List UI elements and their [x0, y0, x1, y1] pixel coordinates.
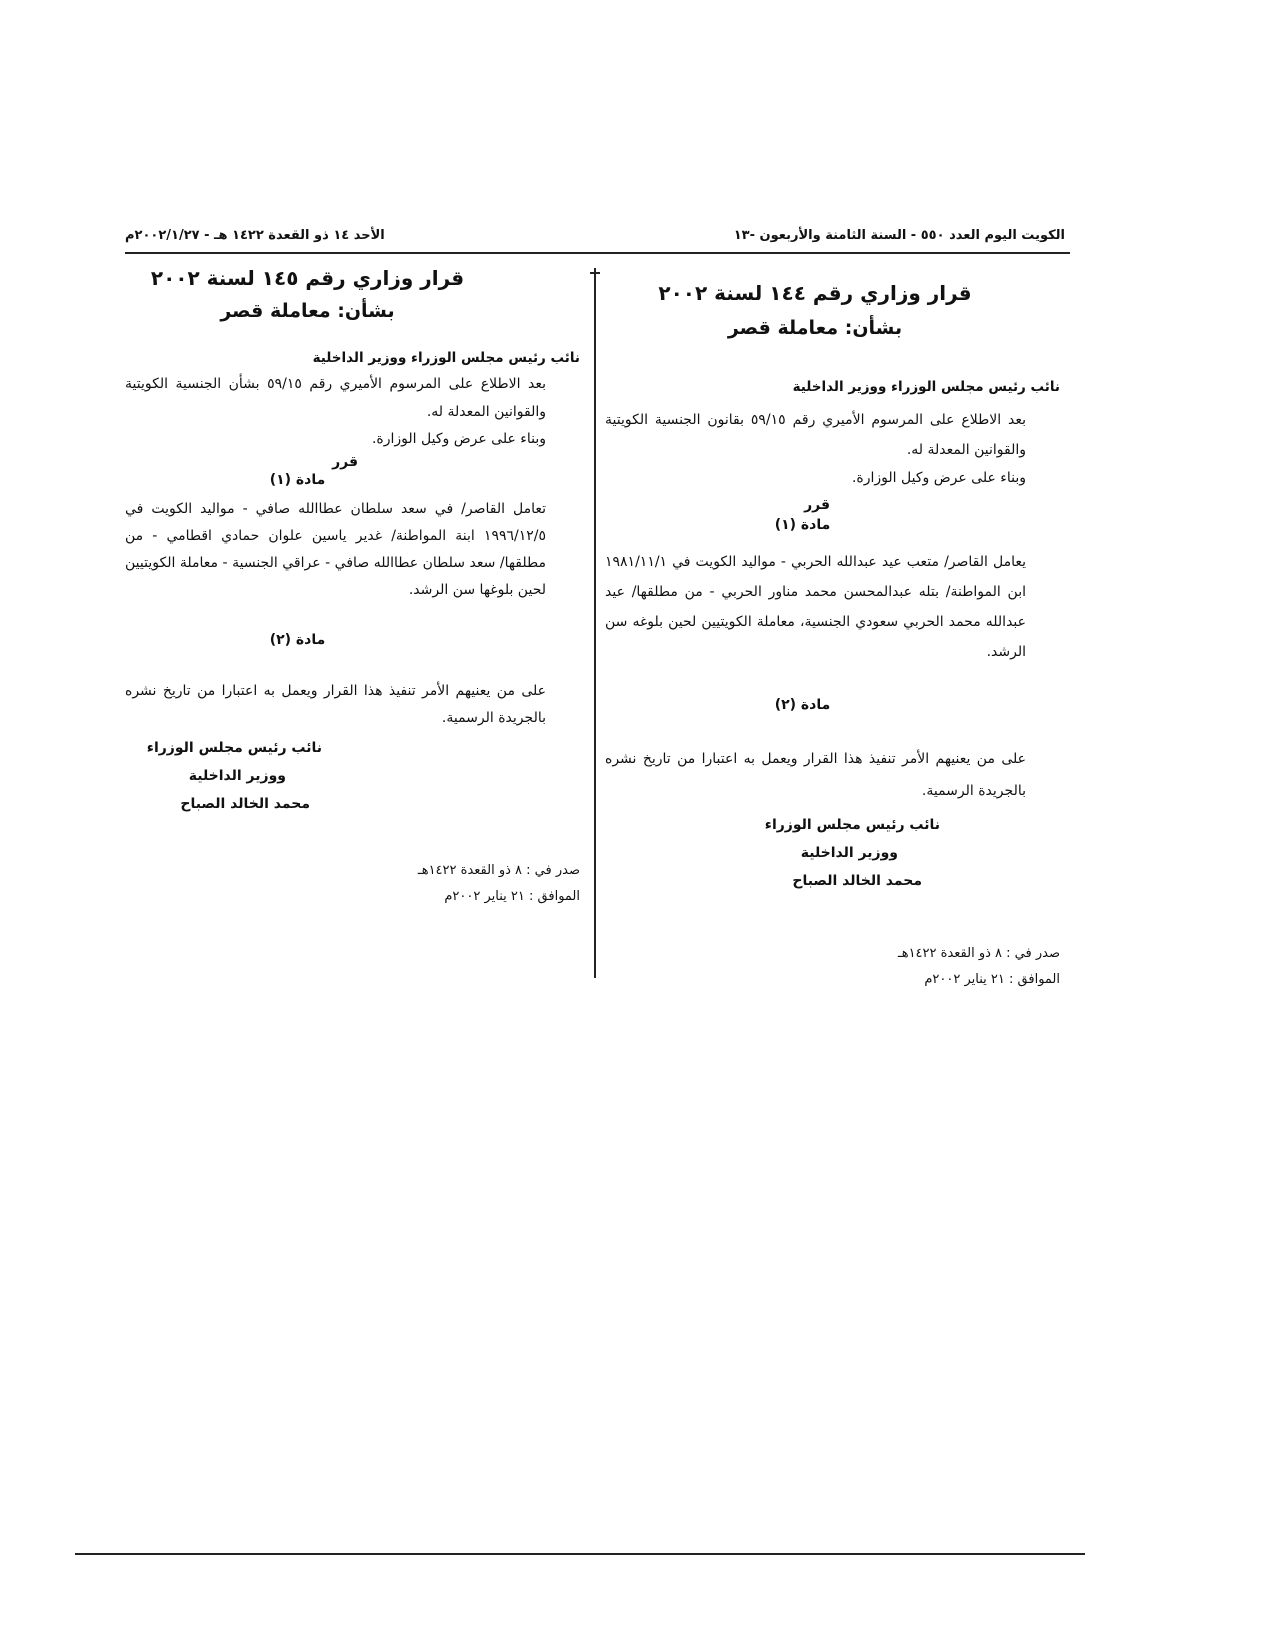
signature-line-3: محمد الخالد الصباح	[792, 873, 922, 889]
article-1-title: مادة (١)	[774, 517, 831, 533]
issued-hijri: صدر في : ٨ ذو القعدة ١٤٢٢هـ	[897, 946, 1060, 961]
preamble-decree: بعد الاطلاع على المرسوم الأميري رقم ٥٩/١٥ بقانون الجنسية الكويتية والقوانين المعدلة له.	[605, 412, 1026, 458]
signature-line-1: نائب رئيس مجلس الوزراء	[146, 740, 322, 756]
signature-block	[125, 734, 322, 818]
header-issue: الكويت اليوم العدد ٥٥٠ - السنة الثامنة والأربعون -١٣	[733, 228, 1065, 243]
decided-label: قرر	[332, 454, 358, 470]
signature-line-3: محمد الخالد الصباح	[180, 796, 310, 812]
decision-title: قرار وزاري رقم ١٤٤ لسنة ٢٠٠٢	[658, 281, 972, 305]
article-1-text: تعامل القاصر/ في سعد سلطان عطاالله صافي - مواليد الكويت في ١٩٩٦/١٢/٥ ابنة المواطنة/ غدير ياسين علوان حمادي اقطامي - من مطلقها/ سعد سلطان عطاالله صافي - عراقي الجنسية - معاملة الكويتيين لحين بلوغها سن الرشد.	[125, 501, 546, 598]
signature-line-2: ووزير الداخلية	[188, 768, 286, 784]
decision-subject: بشأن: معاملة قصر	[727, 317, 903, 339]
article-2-title: مادة (٢)	[774, 697, 831, 713]
issued-gregorian: الموافق : ٢١ يناير ٢٠٠٢م	[444, 889, 580, 904]
article-2-text: على من يعنيهم الأمر تنفيذ هذا القرار ويعمل به اعتبارا من تاريخ نشره بالجريدة الرسمية.	[605, 751, 1026, 799]
header-rule	[125, 252, 1070, 254]
page-header	[125, 228, 1065, 252]
issue-date-block	[125, 858, 580, 910]
decision-authority: نائب رئيس مجلس الوزراء ووزير الداخلية	[312, 350, 580, 366]
signature-line-1: نائب رئيس مجلس الوزراء	[764, 817, 940, 833]
decision-144	[605, 275, 1060, 993]
preamble-proposal: وبناء على عرض وكيل الوزارة.	[371, 431, 546, 447]
article-1-title: مادة (١)	[269, 472, 326, 488]
article-2-title: مادة (٢)	[269, 632, 326, 648]
preamble-decree: بعد الاطلاع على المرسوم الأميري رقم ٥٩/١٥ بشأن الجنسية الكويتية والقوانين المعدلة له.	[125, 376, 546, 420]
signature-line-2: ووزير الداخلية	[800, 845, 898, 861]
preamble-proposal: وبناء على عرض وكيل الوزارة.	[851, 470, 1026, 486]
decision-title: قرار وزاري رقم ١٤٥ لسنة ٢٠٠٢	[150, 266, 465, 290]
decision-authority: نائب رئيس مجلس الوزراء ووزير الداخلية	[792, 379, 1060, 395]
article-1-text: يعامل القاصر/ متعب عيد عبدالله الحربي - مواليد الكويت في ١٩٨١/١١/١ ابن المواطنة/ بتله عبدالمحسن محمد مناور الحربي - من مطلقها/ عيد عبدالله محمد الحربي سعودي الجنسية، معاملة الكويتيين لحين بلوغه سن الرشد.	[605, 554, 1026, 660]
column-divider	[594, 268, 596, 978]
issued-hijri: صدر في : ٨ ذو القعدة ١٤٢٢هـ	[417, 863, 580, 878]
signature-block	[605, 811, 940, 895]
issued-gregorian: الموافق : ٢١ يناير ٢٠٠٢م	[924, 972, 1060, 987]
decided-label: قرر	[804, 497, 830, 513]
column-divider-tick	[590, 272, 600, 274]
footer-rule	[75, 1553, 1085, 1555]
decision-145	[125, 262, 580, 910]
issue-date-block	[605, 941, 1060, 993]
header-date: الأحد ١٤ ذو القعدة ١٤٢٢ هـ - ٢٠٠٢/١/٢٧م	[125, 228, 385, 243]
article-2-text: على من يعنيهم الأمر تنفيذ هذا القرار ويعمل به اعتبارا من تاريخ نشره بالجريدة الرسمية.	[125, 683, 546, 726]
decision-subject: بشأن: معاملة قصر	[220, 300, 395, 322]
